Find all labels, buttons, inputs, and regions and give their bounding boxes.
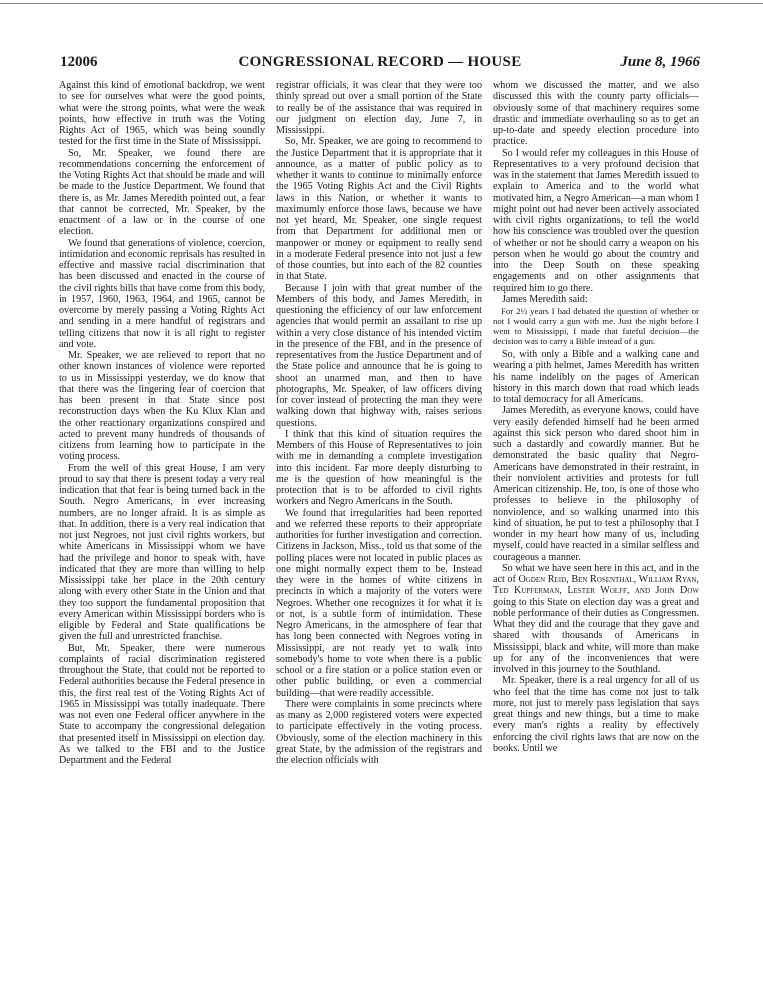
paragraph: Because I join with that great number of the Members of this body, and James Meredith, in questioning the efficiency of our law enforcement agencies that would permit an assailant to rise up within a very close distance of his intended victim in the presence of the FBI, and in the presence of representatives from the Justice Department and of the State police and announce that he is going to shoot an unarmed man, and then to have photographs, Mr. Speaker, of law officers diving for cover instead of protecting the man they were walking down that highway with, raises serious questions. xyxy=(276,282,482,429)
block-quote: For 2½ years I had debated the question of whether or not I would carry a gun with me. Just the night before I went to Mississippi, I made that fateful decision—the decision was to carry a Bible instead of a gun. xyxy=(493,306,699,346)
paragraph: But, Mr. Speaker, there were numerous complaints of racial discrimination registered throughout the State, that could not be reported to Federal authorities because the Federal presence in this, the first real test of the Voting Rights Act of 1965 in Mississippi was totally inadequate. There was not even one Federal officer anywhere in the State to accompany the congressional delegation that presented itself in Mississippi on election day. As we talked to the FBI and to the Justice Department and the Federal xyxy=(59,642,265,766)
paragraph: So I would refer my colleagues in this House of Representatives to a very profound decision that was in the statement that James Meredith issued to explain to America and to the world what motivated him, a Negro American—a man whom I might point out had never been actively associated with civil rights organizations, to tell the world how his conscience was troubled over the question of whether or not he should carry a weapon on his person when he would go about the country and into the Deep South on these speaking engagements and on other assignments that required him to go there. xyxy=(493,147,699,294)
page-header xyxy=(60,54,700,76)
paragraph: We found that irregularities had been reported and we referred these reports to their appropriate authorities for further investigation and correction. Citizens in Jackson, Miss., told us that some of the polling places were not located in public places as one might normally expect them to be. Instead they were in the homes of white citizens in precincts in which a majority of the voters were Negroes. Whether one recognizes it for what it is or not, is a subtle form of intimidation. These Negro Americans, in the atmosphere of fear that has long been connected with Negroes voting in Mississippi, are not ready yet to walk into somebody's home to vote when there is a public school or a fire station or a police station even or other public building, or even a commercial building—that were readily accessible. xyxy=(276,507,482,699)
paragraph: So, with only a Bible and a walking cane and wearing a pith helmet, James Meredith has written his name indelibly on the pages of American history in this march down that road which leads to total democracy for all Americans. xyxy=(493,349,699,405)
paragraph: whom we discussed the matter, and we also discussed this with the county party officials—obviously some of that machinery requires some drastic and immediate overhauling so as to get an up-to-date and speedy election procedure into practice. xyxy=(493,80,699,148)
paragraph: Mr. Speaker, we are relieved to report that no other known instances of violence were reported to us in Mississippi yesterday, we do know that that there was the lingering fear of coercion that has been present in that State since post reconstruction days when the Ku Klux Klan and the other reactionary organizations conspired and acted to prevent many hundreds of thousands of citizens from learning how to participate in the voting process. xyxy=(59,350,265,463)
paragraph: There were complaints in some precincts where as many as 2,000 registered voters were expected to participate effectively in the voting process. Obviously, some of the election machinery in this great State, by the admission of the registrars and the election officials with xyxy=(276,698,482,766)
paragraph: Against this kind of emotional backdrop, we went to see for ourselves what were the good points, what were the strong points, what were the weak points, how effective in truth was the Voting Rights Act of 1965, which was being soundly tested for the first time in the State of Mississippi. xyxy=(59,80,265,148)
column-2 xyxy=(276,80,482,950)
paragraph: So, Mr. Speaker, we found there are recommendations concerning the enforcement of the Voting Rights Act that should be made and will be made to the Justice Department. We found that there is, as Mr. James Meredith pointed out, a fear that cannot be corrected, Mr. Speaker, by the enactment of a law or in the course of one election. xyxy=(59,147,265,238)
paragraph: I think that this kind of situation requires the Members of this House of Representatives to join with me in demanding a complete investigation into this incident. Far more deeply disturbing to me is the question of how meaningful is the protection that is to be afforded to civil rights workers and Negro Americans in the South. xyxy=(276,428,482,508)
journal-title: CONGRESSIONAL RECORD — HOUSE xyxy=(238,54,522,70)
text-run: So what we have seen here in this act, and in the act of xyxy=(493,562,699,585)
issue-date: June 8, 1966 xyxy=(620,54,700,70)
paragraph: Mr. Speaker, there is a real urgency for all of us who feel that the time has come not just to talk more, not just to merely pass legislation that says great things and new things, but a time to make every man's rights a reality by effectively enforcing the civil rights laws that are now on the books. Until we xyxy=(493,675,699,754)
top-rule xyxy=(0,3,763,4)
page-number: 12006 xyxy=(60,54,98,70)
congressmen-names: Ogden Reid, Ben Rosenthal, William Ryan, Ted Kupferman, Lester Wolff, and John Dow xyxy=(493,574,699,597)
column-1 xyxy=(59,80,265,950)
paragraph xyxy=(493,563,699,676)
paragraph: We found that generations of violence, coercion, intimidation and economic reprisals has resulted in effective and massive racial discrimination that has been discussed and enacted in the course of the civil rights bills that have come from this body, in 1957, 1960, 1963, 1964, and 1965, cannot be overcome by merely passing a Voting Rights Act and sending in a mere handful of registrars and telling citizens that now it is all right to register and vote. xyxy=(59,237,265,350)
column-3 xyxy=(493,80,699,950)
text-run: going to this State on election day was a great and noble performance of their duties as Congressmen. What they did and the courage that they gave and shared with thousands of Americans in Mississippi, black and white, will more than make up for any of the inconveniences that were involved in this journey to the Southland. xyxy=(493,596,699,675)
paragraph: James Meredith said: xyxy=(502,293,588,305)
paragraph: James Meredith, as everyone knows, could have very easily defended himself had he been armed against this sick person who dared shoot him in such a dastardly and cowardly manner. But he demonstrated the basic quality that Negro-Americans have demonstrated in their restraint, in their nonviolent activities and protests for full American citizenship. He, too, is one of those who professes to believe in the philosophy of nonviolence, and so walking unarmed into this kind of situation, he put to test a philosophy that I wonder in my heart how many of us, including myself, could have reacted in a similar selfless and courageous a manner. xyxy=(493,405,699,563)
paragraph: From the well of this great House, I am very proud to say that there is present today a very real indication that that fear is being turned back in the South. Negro Americans, in ever increasing numbers, are no longer afraid. It is as simple as that. In addition, there is a very real indication that not just Negroes, not just civil rights workers, but white Americans in Mississippi whom we have had the privilege and honor to speak with, have indicated that they are more than willing to help Mississippi take her place in the 20th century along with every other State in the Union and that they too support the fundamental proposition that every American within Mississippi borders who is eligible by Federal and State qualifications be given the full and unrestricted franchise. xyxy=(59,462,265,643)
paragraph: registrar officials, it was clear that they were too thinly spread out over a small portion of the State to really be of the assistance that was required in our judgment on election day, June 7, in Mississippi. xyxy=(276,80,482,136)
paragraph: So, Mr. Speaker, we are going to recommend to the Justice Department that it is appropriate that it announce, as a matter of public policy as to whether it wants to continue to minimally enforce the 1965 Voting Rights Act and the Civil Rights laws in this Nation, or whether it wants to maximumly enforce those laws, because we have not yet heard, Mr. Speaker, one single request from that Department for additional men or manpower or money or equipment to really send in a moderate Federal presence into not just a few of those counties, but into each of the 82 counties in that State. xyxy=(276,136,482,283)
